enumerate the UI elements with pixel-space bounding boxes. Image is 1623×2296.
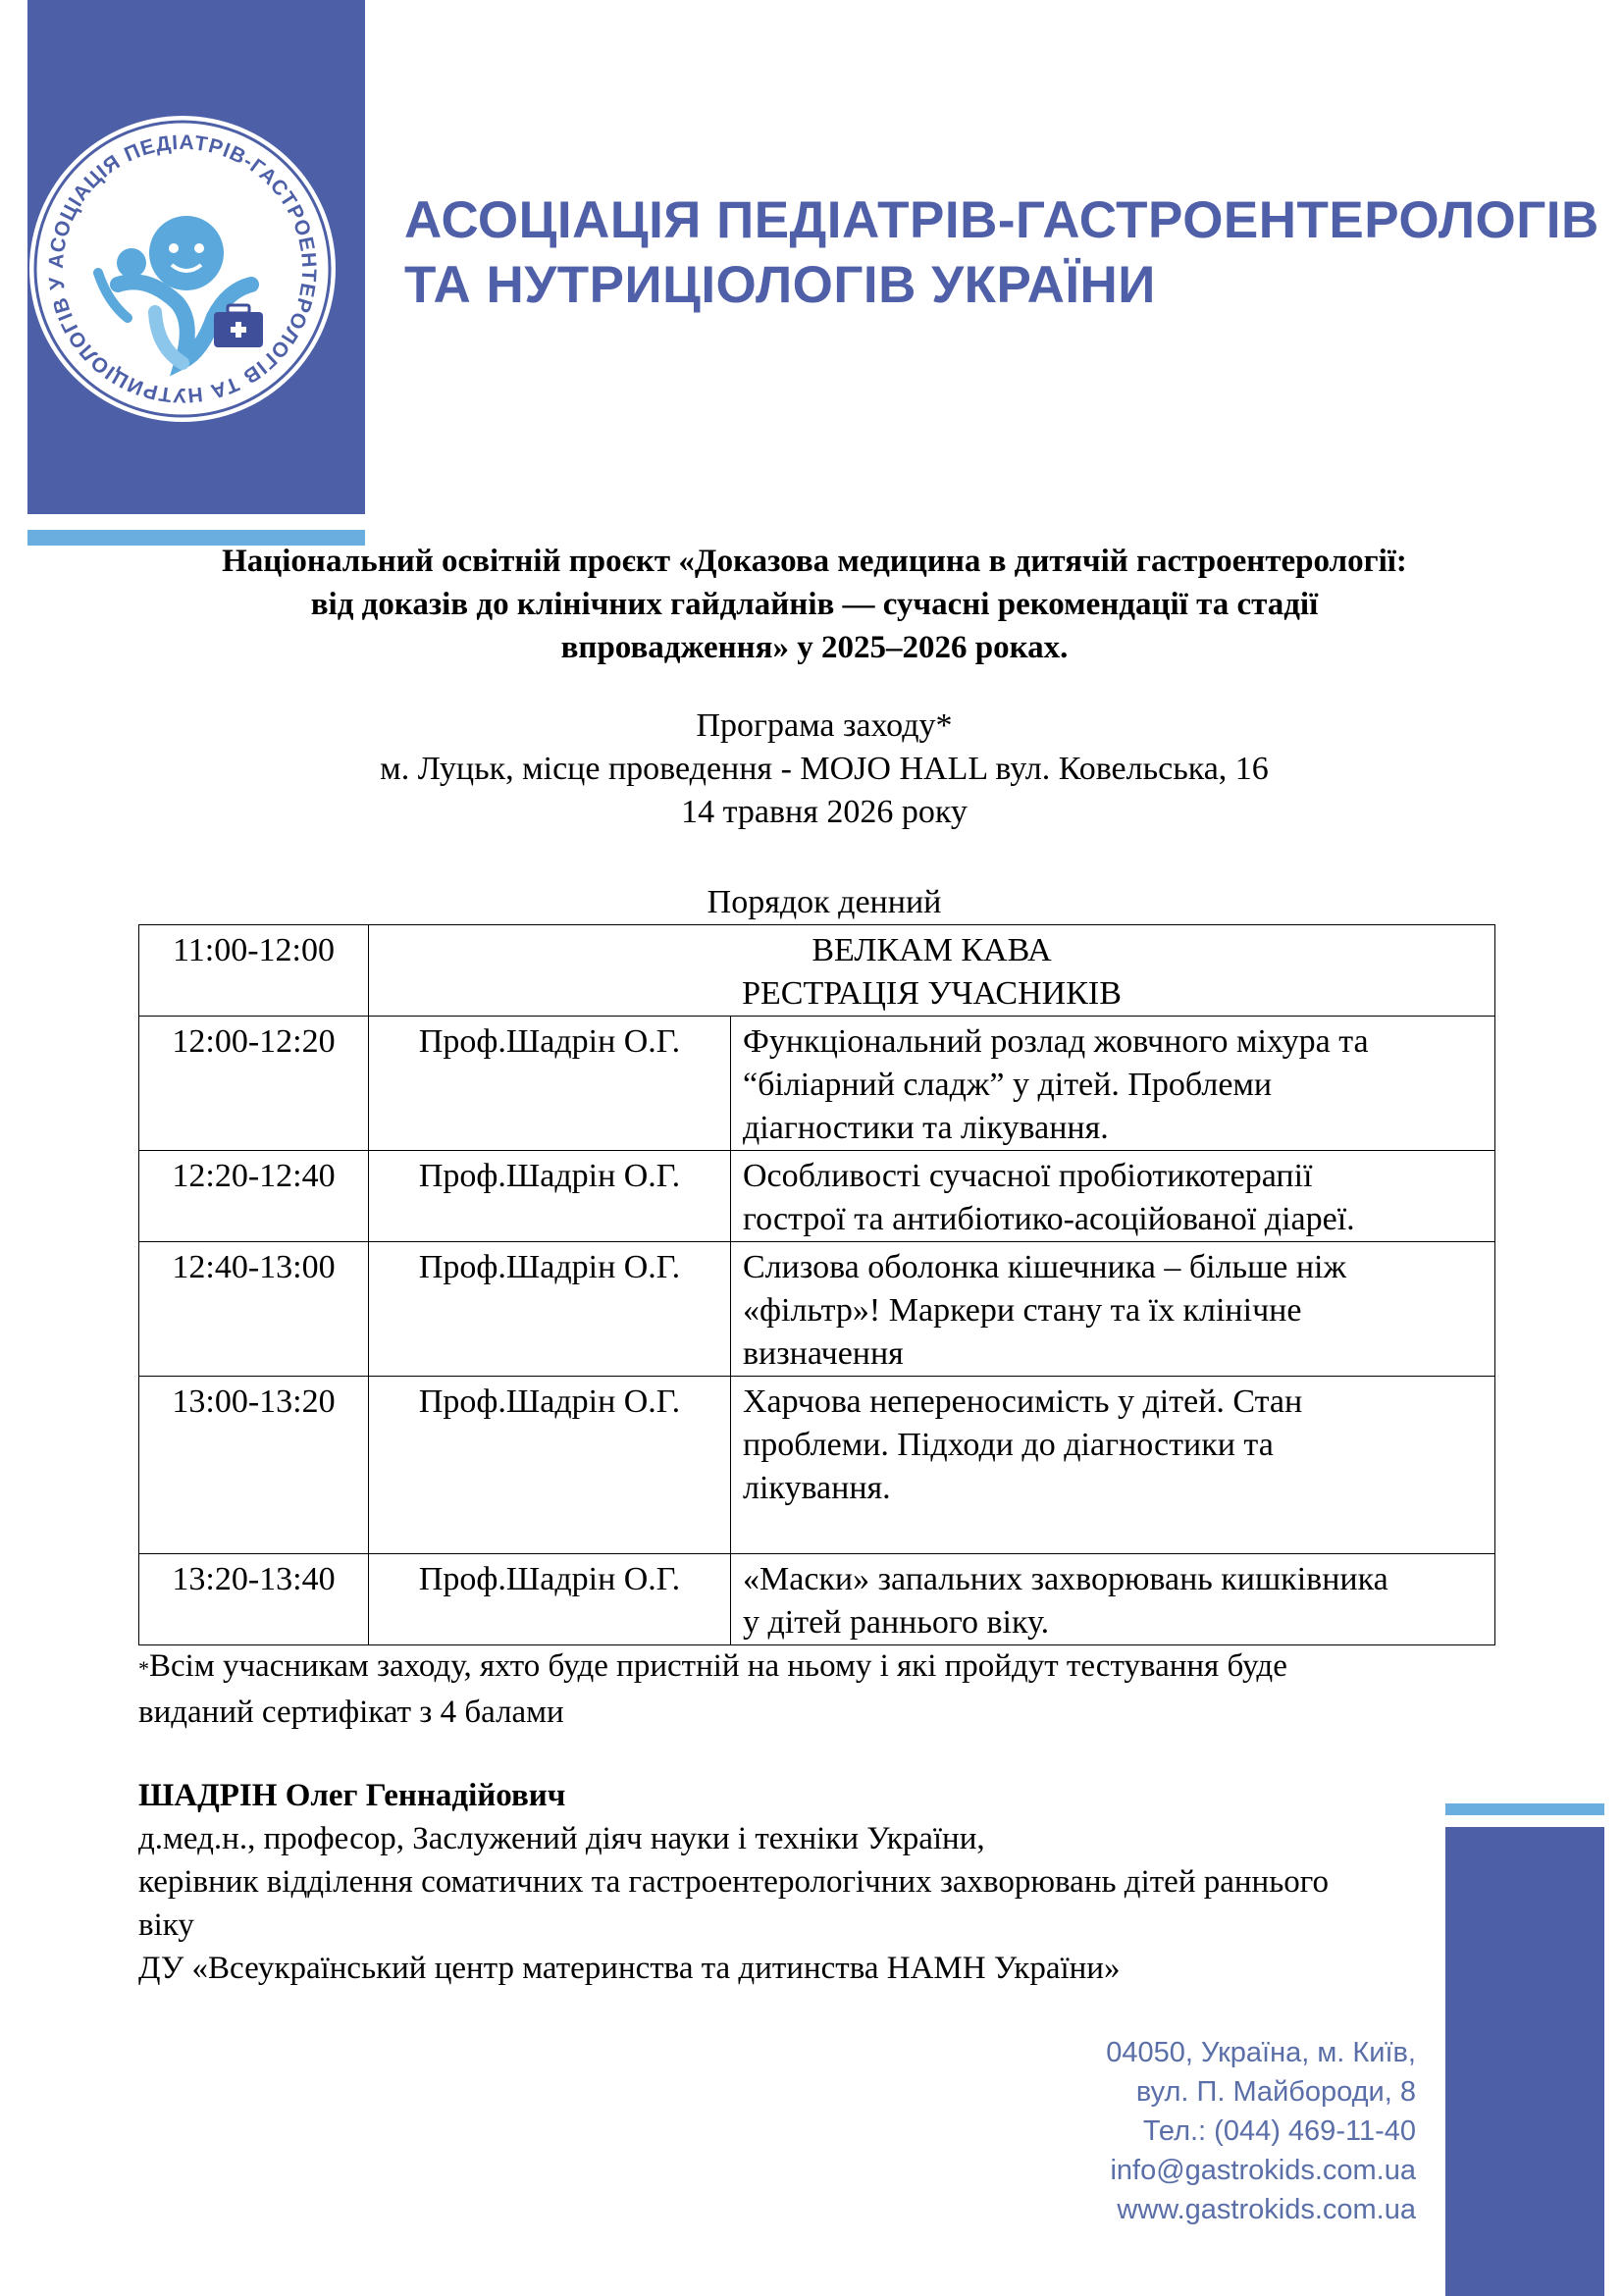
svg-text:АСОЦІАЦІЯ ПЕДІАТРІВ-ГАСТРОЕНТЕ: АСОЦІАЦІЯ ПЕДІАТРІВ-ГАСТРОЕНТЕРОЛОГІВ ТА НУТРИЦІОЛОГІВ У	[44, 130, 321, 407]
table-row	[139, 925, 1495, 1017]
organization-name-line-1: АСОЦІАЦІЯ ПЕДІАТРІВ-ГАСТРОЕНТЕРОЛОГІВ	[404, 191, 1599, 249]
agenda-topic-line: лікування.	[743, 1470, 891, 1506]
agenda-topic	[731, 1017, 1495, 1151]
agenda-time: 13:00-13:20	[139, 1377, 369, 1554]
contact-website[interactable]: www.gastrokids.com.ua	[1117, 2194, 1416, 2225]
agenda-time: 12:00-12:20	[139, 1017, 369, 1151]
footer-accent-bar	[1445, 1803, 1604, 1815]
agenda-speaker: Проф.Шадрін О.Г.	[369, 1242, 731, 1377]
certificate-footnote	[138, 1644, 1512, 1734]
organization-name	[404, 188, 1599, 318]
welcome-coffee: ВЕЛКАМ КАВА	[812, 932, 1052, 968]
agenda-topic-line: визначення	[743, 1335, 904, 1372]
table-row	[139, 1151, 1495, 1242]
agenda-topic-line: проблеми. Підходи до діагностики та	[743, 1427, 1274, 1463]
contact-info	[981, 2033, 1416, 2229]
agenda-table	[138, 924, 1495, 1645]
association-logo	[29, 116, 336, 422]
contact-address-2: вул. П. Майбороди, 8	[1135, 2076, 1416, 2108]
agenda-time: 12:40-13:00	[139, 1242, 369, 1377]
agenda-topic	[731, 1151, 1495, 1242]
footnote-line-2: виданий сертифікат з 4 балами	[138, 1695, 564, 1730]
footnote-star: *	[138, 1656, 149, 1681]
agenda-time: 13:20-13:40	[139, 1554, 369, 1645]
contact-address-1: 04050, Україна, м. Київ,	[1106, 2037, 1416, 2068]
agenda-speaker: Проф.Шадрін О.Г.	[369, 1151, 731, 1242]
agenda-topic-line: Слизова оболонка кішечника – більше ніж	[743, 1249, 1346, 1285]
project-title	[128, 540, 1501, 669]
project-title-line-1: Національний освітній проєкт «Доказова медицина в дитячій гастроентерології:	[222, 544, 1407, 579]
agenda-speaker: Проф.Шадрін О.Г.	[369, 1377, 731, 1554]
agenda-speaker: Проф.Шадрін О.Г.	[369, 1554, 731, 1645]
agenda-topic-line: діагностики та лікування.	[743, 1110, 1109, 1146]
table-row	[139, 1242, 1495, 1377]
speaker-institution: ДУ «Всеукраїнський центр материнства та дитинства НАМН України»	[138, 1951, 1121, 1986]
agenda-topic-line: “біліарний сладж” у дітей. Проблеми	[743, 1067, 1273, 1103]
table-row	[139, 1554, 1495, 1645]
program-place: м. Луцьк, місце проведення - MOJO HALL вул. Ковельська, 16	[380, 751, 1269, 787]
table-row	[139, 1377, 1495, 1554]
program-info	[137, 704, 1511, 834]
footnote-line-1: Всім учасникам заходу, яхто буде пристній на ньому і які пройдут тестування буде	[149, 1648, 1287, 1684]
speaker-bio	[138, 1774, 1532, 1990]
agenda-topic-line: Особливості сучасної пробіотикотерапії	[743, 1158, 1313, 1194]
footer-blue-block	[1445, 1827, 1604, 2296]
project-title-line-3: впровадження» у 2025–2026 роках.	[560, 630, 1069, 665]
agenda-topic-line: «фільтр»! Маркери стану та їх клінічне	[743, 1292, 1302, 1329]
program-heading: Програма заходу*	[696, 707, 953, 744]
speaker-position-cont: віку	[138, 1907, 194, 1943]
contact-email[interactable]: info@gastrokids.com.ua	[1110, 2155, 1416, 2186]
agenda-time: 11:00-12:00	[139, 925, 369, 1017]
agenda-topic-line: «Маски» запальних захворювань кишківника	[743, 1561, 1388, 1597]
project-title-line-2: від доказів до клінічних гайдлайнів — сучасні рекомендації та стадії	[310, 587, 1319, 622]
welcome-registration: РЕСТРАЦІЯ УЧАСНИКІВ	[742, 975, 1122, 1012]
agenda-topic	[731, 1554, 1495, 1645]
logo-emblem-icon	[29, 116, 336, 422]
contact-phone: Тел.: (044) 469-11-40	[1142, 2115, 1416, 2147]
program-date: 14 травня 2026 року	[681, 794, 968, 830]
agenda-topic-line: Функціональний розлад жовчного міхура та	[743, 1023, 1369, 1060]
agenda-topic-line: Харчова непереносимість у дітей. Стан	[743, 1383, 1303, 1420]
agenda-speaker: Проф.Шадрін О.Г.	[369, 1017, 731, 1151]
agenda-time: 12:20-12:40	[139, 1151, 369, 1242]
speaker-position: керівник відділення соматичних та гастроентерологічних захворювань дітей раннього	[138, 1864, 1329, 1900]
agenda-topic	[731, 1377, 1495, 1554]
speaker-degree: д.мед.н., професор, Заслужений діяч науки і техніки України,	[138, 1821, 985, 1856]
welcome-cell	[369, 925, 1495, 1017]
agenda-label: Порядок денний	[707, 884, 942, 920]
organization-name-line-2: ТА НУТРИЦІОЛОГІВ УКРАЇНИ	[404, 256, 1156, 314]
speaker-name: ШАДРІН Олег Геннадійович	[138, 1778, 566, 1813]
agenda-topic-line: у дітей раннього віку.	[743, 1604, 1050, 1641]
table-row	[139, 1017, 1495, 1151]
agenda-topic	[731, 1242, 1495, 1377]
agenda-topic-line: гострої та антибіотико-асоційованої діареї.	[743, 1201, 1355, 1237]
